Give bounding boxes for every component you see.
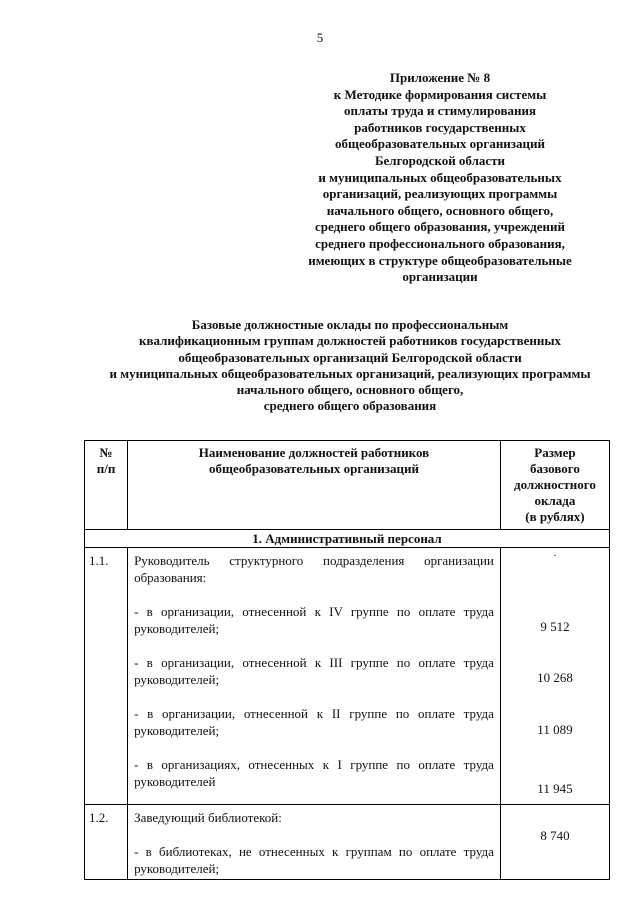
appendix-line: среднего общего образования, учреждений bbox=[314, 219, 565, 235]
salary-amount: 9 512 bbox=[540, 619, 570, 634]
appendix-line: к Методике формирования системы bbox=[333, 86, 547, 102]
row-amounts bbox=[500, 548, 609, 805]
appendix-line: организации bbox=[402, 269, 478, 285]
appendix-heading bbox=[290, 70, 590, 286]
position-item: - в организации, отнесенной к IV группе по оплате труда руководителей; bbox=[134, 604, 494, 636]
salary-amount: 8 740 bbox=[540, 828, 570, 843]
salary-amount: 10 268 bbox=[537, 670, 573, 685]
title-line: начального общего, основного общего, bbox=[236, 382, 464, 398]
title-line: Базовые должностные оклады по профессиональным bbox=[191, 317, 509, 332]
section-title: 1. Административный персонал bbox=[85, 530, 610, 548]
header-num-line: № bbox=[99, 445, 113, 460]
appendix-line: и муниципальных общеобразовательных bbox=[318, 169, 562, 185]
page-number: 5 bbox=[316, 30, 324, 45]
row-number: 1.1. bbox=[85, 548, 128, 805]
header-amount-line: оклада bbox=[534, 493, 576, 508]
table-row bbox=[85, 548, 610, 805]
header-name bbox=[128, 441, 501, 530]
stray-mark: · bbox=[553, 551, 557, 562]
header-name-line: общеобразовательных организаций bbox=[208, 461, 419, 476]
appendix-line: начального общего, основного общего, bbox=[326, 202, 554, 218]
title-line: и муниципальных общеобразовательных организаций, реализующих программы bbox=[109, 365, 591, 381]
appendix-line: Приложение № 8 bbox=[389, 70, 491, 85]
header-amount-line: (в рублях) bbox=[525, 509, 585, 524]
row-number: 1.2. bbox=[85, 805, 128, 880]
appendix-line: организаций, реализующих программы bbox=[322, 186, 558, 202]
appendix-line: имеющих в структуре общеобразовательные bbox=[308, 252, 572, 268]
position-item: - в библиотеках, не отнесенных к группам по оплате труда руководителей; bbox=[134, 844, 494, 876]
position-title: Заведующий библиотекой: bbox=[134, 810, 282, 825]
header-num bbox=[85, 441, 128, 530]
header-amount bbox=[500, 441, 609, 530]
document-title bbox=[60, 317, 640, 415]
header-num-line: п/п bbox=[96, 461, 116, 476]
row-amounts bbox=[500, 805, 609, 880]
title-line: общеобразовательных организаций Белгородской области bbox=[178, 349, 522, 365]
appendix-line: работников государственных bbox=[354, 119, 526, 135]
header-name-line: Наименование должностей работников bbox=[198, 445, 430, 460]
position-item: - в организациях, отнесенных к I группе по оплате труда руководителей bbox=[134, 757, 494, 789]
table-row bbox=[85, 805, 610, 880]
appendix-line: общеобразовательных организаций bbox=[334, 136, 545, 152]
section-row bbox=[85, 530, 610, 548]
salary-amount: 11 945 bbox=[537, 781, 573, 796]
appendix-line: среднего профессионального образования, bbox=[315, 235, 565, 251]
appendix-line: оплаты труда и стимулирования bbox=[344, 103, 536, 119]
appendix-line: Белгородской области bbox=[374, 152, 506, 168]
header-amount-line: должностного bbox=[514, 477, 596, 492]
header-amount-line: Размер bbox=[534, 445, 576, 460]
row-position bbox=[128, 805, 501, 880]
title-line: среднего общего образования bbox=[263, 398, 437, 414]
position-title: Руководитель структурного подразделения организации образования: bbox=[134, 553, 494, 585]
salary-table bbox=[84, 440, 610, 880]
table-header-row bbox=[85, 441, 610, 530]
salary-amount: 11 089 bbox=[537, 722, 573, 737]
row-position bbox=[128, 548, 501, 805]
title-line: квалификационным группам должностей работников государственных bbox=[139, 333, 561, 349]
header-amount-line: базового bbox=[530, 461, 580, 476]
position-item: - в организации, отнесенной к III группе по оплате труда руководителей; bbox=[134, 655, 494, 687]
position-item: - в организации, отнесенной к II группе по оплате труда руководителей; bbox=[134, 706, 494, 738]
